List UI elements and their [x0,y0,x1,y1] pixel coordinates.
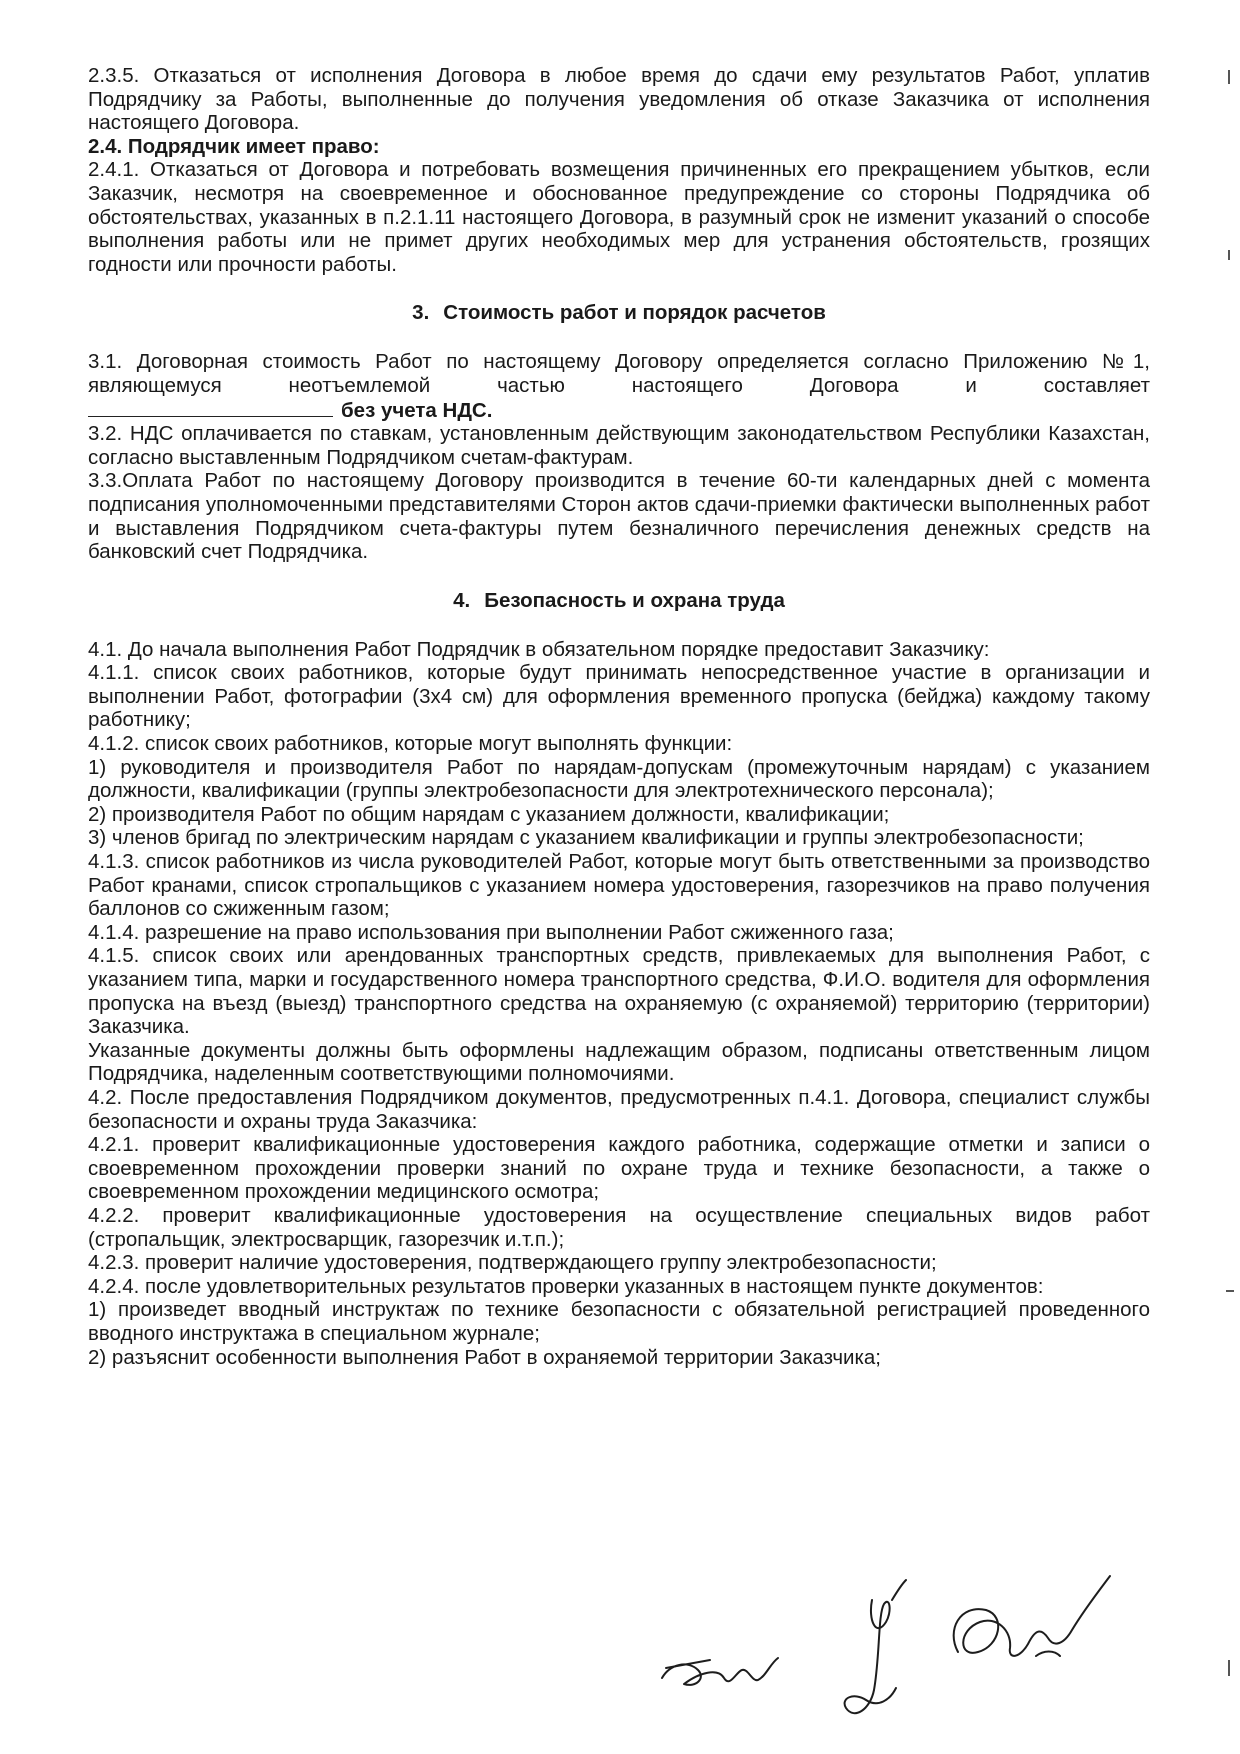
clause-4-2-4-item-2: 2) разъяснит особенности выполнения Работ в охраняемой территории Заказчика; [88,1345,881,1369]
section-4-title: Безопасность и охрана труда [484,588,785,612]
section-3-number: 3. [412,301,430,325]
clause-3-2: 3.2. НДС оплачивается по ставкам, установленным действующим законодательством Республики Казахстан, согласно выставленным Подрядчиком счетам-фактурам. [88,422,1150,469]
clause-4-1-3: 4.1.3. список работников из числа руководителей Работ, которые могут быть ответственными за производство Работ кранами, список стропальщиков с указанием номера удостоверения, газорезчиков на право получения баллонов со сжиженным газом; [88,850,1150,921]
clause-3-1-amount [88,398,1150,423]
clause-4-1-1: 4.1.1. список своих работников, которые будут принимать непосредственное участие в организации и выполнении Работ, фотографии (3х4 см) для оформления временного пропуска (бейджа) каждому такому работнику; [88,661,1150,732]
scan-artifact [1228,250,1230,260]
clause-2-4-1: 2.4.1. Отказаться от Договора и потребовать возмещения причиненных его прекращением убытков, если Заказчик, несмотря на своевременное и обоснованное предупреждение со стороны Подрядчика об обстоятельствах, указанных в п.2.1.11 настоящего Договора, в разумный срок не изменит указаний о способе выполнения работы или не примет других необходимых мер для устранения обстоятельств, грозящих годности или прочности работы. [88,158,1150,276]
clause-4-1-2-item-1: 1) руководителя и производителя Работ по нарядам-допускам (промежуточным нарядам) с указанием должности, квалификации (группы электробезопасности для электротехнического персонала); [88,755,1150,803]
document-page [88,64,1150,1369]
section-4-number: 4. [453,588,471,612]
clause-4-2-4-item-1: 1) произведет вводный инструктаж по технике безопасности с обязательной регистрацией проведенного вводного инструктажа в специальном журнале; [88,1298,1150,1345]
clause-4-1-4: 4.1.4. разрешение на право использования при выполнении Работ сжиженного газа; [88,920,894,944]
signatures-block [640,1560,1160,1740]
section-3-heading [88,301,1150,325]
clause-4-2-2: 4.2.2. проверит квалификационные удостоверения на осуществление специальных видов работ (стропальщик, электросварщик, газорезчик и.т.п.); [88,1203,1150,1251]
section-4-heading [88,589,1150,613]
clause-3-1-vat-note: без учета НДС. [341,398,493,422]
heading-2-4: 2.4. Подрядчик имеет право: [88,134,380,158]
clause-4-2-1: 4.2.1. проверит квалификационные удостоверения каждого работника, содержащие отметки и записи о своевременном прохождении проверки знаний по охране труда и технике безопасности, а также о своевременном прохождении медицинского осмотра; [88,1133,1150,1204]
clause-3-1: 3.1. Договорная стоимость Работ по настоящему Договору определяется согласно Приложению №1, являющемуся неотъемлемой частью настоящего Договора и составляет [88,350,1150,397]
clause-4-2-3: 4.2.3. проверит наличие удостоверения, подтверждающего группу электробезопасности; [88,1251,937,1275]
amount-blank-line [88,398,333,417]
signature-3 [954,1576,1110,1656]
clause-4-1-2-item-2: 2) производителя Работ по общим нарядам с указанием должности, квалификации; [88,802,890,826]
scan-artifact [1226,1290,1234,1292]
clause-4-2-4: 4.2.4. после удовлетворительных результатов проверки указанных в настоящем пункте документов: [88,1274,1044,1298]
clause-4-1-2: 4.1.2. список своих работников, которые могут выполнять функции: [88,732,733,756]
clause-4-2: 4.2. После предоставления Подрядчиком документов, предусмотренных п.4.1. Договора, специалист службы безопасности и охраны труда Заказчика: [88,1085,1150,1133]
clause-3-3: 3.3.Оплата Работ по настоящему Договору производится в течение 60-ти календарных дней с момента подписания уполномоченными представителями Сторон актов сдачи-приемки фактически выполненных работ и выставления Подрядчиком счета-фактуры путем безналичного перечисления денежных средств на банковский счет Подрядчика. [88,469,1150,564]
clause-4-1-note: Указанные документы должны быть оформлены надлежащим образом, подписаны ответственным лицом Подрядчика, наделенным соответствующими полномочиями. [88,1038,1150,1086]
clause-4-1-2-item-3: 3) членов бригад по электрическим нарядам с указанием квалификации и группы электробезопасности; [88,826,1084,850]
section-3-title: Стоимость работ и порядок расчетов [443,301,826,325]
clause-4-1-5: 4.1.5. список своих или арендованных транспортных средств, привлекаемых для выполнения Работ, с указанием типа, марки и государственного номера транспортного средства, Ф.И.О. водителя для оформления пропуска на въезд (выезд) транспортного средства на охраняемую (с охраняемой) территорию (территории) Заказчика. [88,944,1150,1039]
signature-initials-1 [662,1658,778,1685]
signature-2 [845,1580,906,1713]
clause-2-3-5: 2.3.5. Отказаться от исполнения Договора в любое время до сдачи ему результатов Работ, уплатив Подрядчику за Работы, выполненные до получения уведомления об отказе Заказчика от исполнения настоящего Договора. [88,64,1150,135]
clause-4-1: 4.1. До начала выполнения Работ Подрядчик в обязательном порядке предоставит Заказчику: [88,637,990,661]
scan-artifact [1228,1660,1230,1676]
scan-artifact [1228,70,1230,84]
signature-initials-1-dash [666,1660,710,1668]
